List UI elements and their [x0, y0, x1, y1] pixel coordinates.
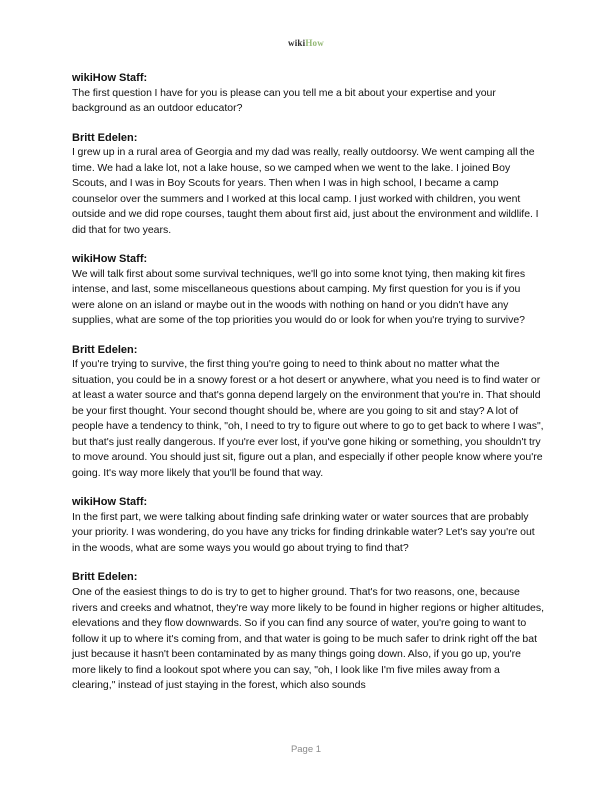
dialogue-block	[72, 131, 544, 239]
logo-wiki: wiki	[288, 38, 306, 48]
speaker-name: Britt Edelen:	[72, 131, 138, 144]
page-number: Page 1	[290, 744, 322, 755]
dialogue-block	[72, 252, 544, 329]
speaker-name: wikiHow Staff:	[72, 72, 148, 84]
dialogue-text: In the first part, we were talking about finding safe drinking water or water sources that are probably your priority. I was wondering, do you have any tricks for finding drinkable water? Let's say you're out in the woods, what are some ways you would go about trying to find that?	[72, 510, 535, 554]
dialogue-block	[72, 71, 544, 117]
dialogue-block	[72, 343, 544, 482]
dialogue-text: The first question I have for you is please can you tell me a bit about your expertise and your background as an outdoor educator?	[72, 86, 496, 115]
speaker-name: Britt Edelen:	[72, 571, 138, 584]
speaker-name: wikiHow Staff:	[72, 253, 148, 266]
interview-transcript	[72, 71, 544, 708]
wikihow-logo	[0, 38, 612, 48]
dialogue-block	[72, 495, 544, 556]
dialogue-text: I grew up in a rural area of Georgia and my dad was really, really outdoorsy. We went camping all the time. We had a lake lot, not a lake house, so we camped when we went to the lake. I joined Boy Scouts, and I was in Boy Scouts for years. Then when I was in high school, I became a camp counselor over the summers and I worked at this local camp. I just worked with children, you went outside and we did rope courses, taught them about first aid, just about the environment and wildlife. I did that for two years.	[72, 146, 539, 236]
dialogue-text: If you're trying to survive, the first thing you're going to need to think about no matter what the situation, you could be in a snowy forest or a hot desert or anywhere, what you need is to find water or at least a water source and that's gonna depend largely on the environment that you're in. That should be your first thought. Your second thought should be, where are you going to sit and stay? A lot of people have a tendency to think, "oh, I need to try to figure out where to go to get back to where I was", but that's just really dangerous. If you're ever lost, if you've gone hiking or something, you shouldn't try to move around. You should just sit, figure out a plan, and especially if other people know where you're going. It's way more likely that you'll be found that way.	[72, 358, 544, 479]
dialogue-text: We will talk first about some survival techniques, we'll go into some knot tying, then making kit fires intense, and last, some miscellaneous questions about camping. My first question for you is if you were alone on an island or maybe out in the woods with nothing on hand or you didn't have any supplies, what are some of the top priorities you would do or look for when you're trying to survive?	[72, 267, 526, 327]
speaker-name: wikiHow Staff:	[72, 496, 148, 509]
speaker-name: Britt Edelen:	[72, 343, 138, 356]
logo-how: How	[305, 38, 324, 48]
dialogue-block	[72, 570, 544, 693]
dialogue-text: One of the easiest things to do is try to get to higher ground. That's for two reasons, one, because rivers and creeks and whatnot, they're way more likely to be found in higher regions or higher altitudes, elevations and they flow downwards. So if you can find any source of water, you're going to want to follow it up to where it's coming from, and that water is going to be much safer to drink right off the bat just because it hasn't been contaminated by as many things going down. Also, if you go up, you're more likely to find a lookout spot where you can say, "oh, I look like I'm five miles away from a clearing," instead of just staying in the forest, which also sounds	[72, 586, 544, 692]
